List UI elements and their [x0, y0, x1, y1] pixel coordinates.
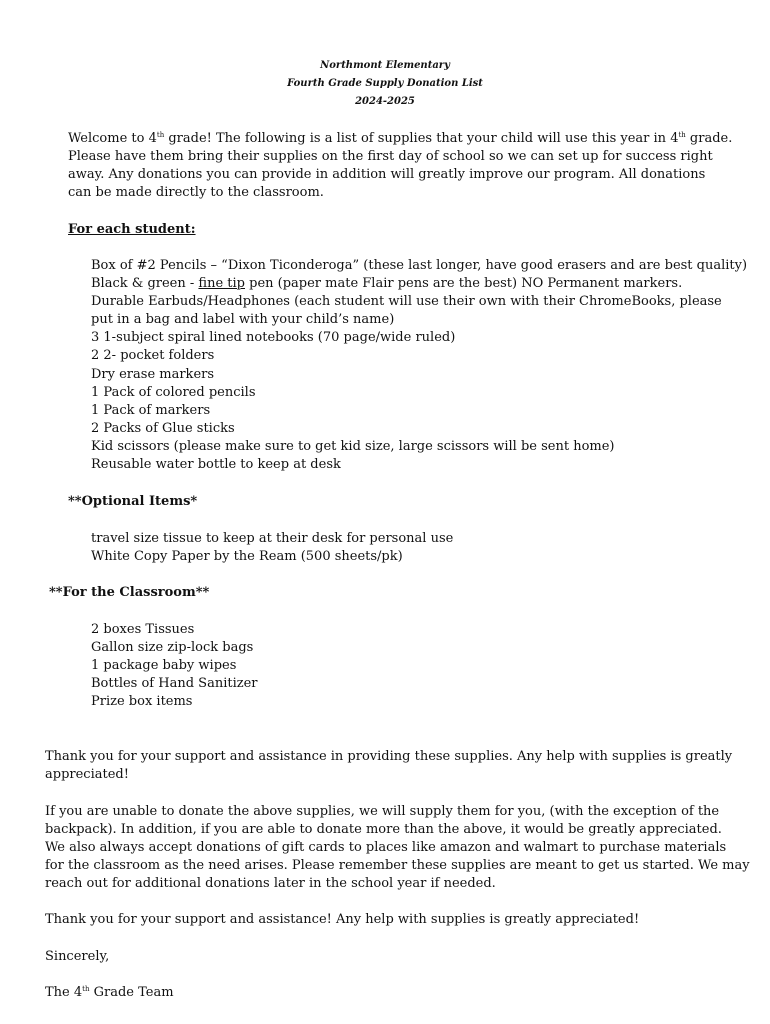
donation-paragraph-line: reach out for additional donations later in the school year if needed.: [45, 876, 496, 891]
donation-paragraph-line: backpack). In addition, if you are able to donate more than the above, it would be greatly appreciated.: [45, 822, 722, 837]
list-item: 1 Pack of markers: [91, 403, 211, 418]
list-item: 2 2- pocket folders: [91, 348, 215, 363]
list-item: Durable Earbuds/Headphones (each student will use their own with their ChromeBooks, please: [91, 294, 722, 309]
list-item: Kid scissors (please make sure to get kid size, large scissors will be sent home): [91, 439, 615, 454]
thanks-paragraph-line: appreciated!: [45, 767, 129, 782]
ordinal-suffix: th: [82, 985, 90, 993]
ordinal-suffix: th: [678, 131, 686, 139]
student-heading: For each student:: [68, 222, 196, 237]
list-item: 1 Pack of colored pencils: [91, 385, 256, 400]
intro-line-3: away. Any donations you can provide in addition will greatly improve our program. All donations: [68, 167, 706, 182]
list-item: Bottles of Hand Sanitizer: [91, 676, 258, 691]
pen-text: pen (paper mate Flair pens are the best) NO Permanent markers.: [245, 276, 683, 291]
fine-tip-text: fine tip: [198, 276, 245, 291]
closing-thanks: Thank you for your support and assistance! Any help with supplies is greatly appreciated!: [45, 912, 640, 927]
donation-paragraph-line: If you are unable to donate the above supplies, we will supply them for you, (with the exception of the: [45, 804, 720, 819]
pen-text: Black & green -: [91, 276, 199, 291]
closing-salutation: Sincerely,: [45, 949, 110, 964]
list-item: Dry erase markers: [91, 367, 215, 382]
list-item: put in a bag and label with your child’s name): [91, 312, 395, 327]
signature-text: The 4: [45, 985, 83, 1000]
intro-line-1: [68, 130, 732, 148]
list-item: 1 package baby wipes: [91, 658, 237, 673]
intro-line-2: Please have them bring their supplies on the first day of school so we can set up for success right: [68, 149, 713, 164]
list-title: Fourth Grade Supply Donation List: [287, 78, 483, 89]
intro-line-4: can be made directly to the classroom.: [68, 185, 324, 200]
optional-heading: **Optional Items*: [68, 494, 198, 509]
donation-paragraph-line: We also always accept donations of gift cards to places like amazon and walmart to purchase materials: [45, 840, 727, 855]
signature-text: Grade Team: [89, 985, 174, 1000]
list-item: 2 Packs of Glue sticks: [91, 421, 235, 436]
donation-paragraph-line: for the classroom as the need arises. Please remember these supplies are meant to get us started. We may: [45, 858, 750, 873]
school-name: Northmont Elementary: [320, 60, 450, 71]
intro-text: grade.: [685, 131, 733, 146]
ordinal-suffix: th: [156, 131, 165, 139]
school-year: 2024-2025: [355, 96, 415, 107]
signature: [45, 984, 174, 1002]
list-item-pen: [91, 275, 682, 293]
list-item: Gallon size zip-lock bags: [91, 640, 254, 655]
list-item: 2 boxes Tissues: [91, 622, 195, 637]
list-item: 3 1-subject spiral lined notebooks (70 page/wide ruled): [91, 330, 456, 345]
intro-text: grade! The following is a list of supplies that your child will use this year in 4: [164, 131, 679, 146]
list-item: Prize box items: [91, 694, 193, 709]
intro-text: Welcome to 4: [68, 131, 157, 146]
list-item: Reusable water bottle to keep at desk: [91, 457, 341, 472]
list-item: White Copy Paper by the Ream (500 sheets/pk): [91, 549, 403, 564]
list-item: travel size tissue to keep at their desk for personal use: [91, 531, 454, 546]
list-item: Box of #2 Pencils – “Dixon Ticonderoga” (these last longer, have good erasers and are best quality): [91, 258, 748, 273]
classroom-heading: **For the Classroom**: [49, 585, 210, 600]
thanks-paragraph-line: Thank you for your support and assistance in providing these supplies. Any help with supplies is greatly: [45, 749, 733, 764]
